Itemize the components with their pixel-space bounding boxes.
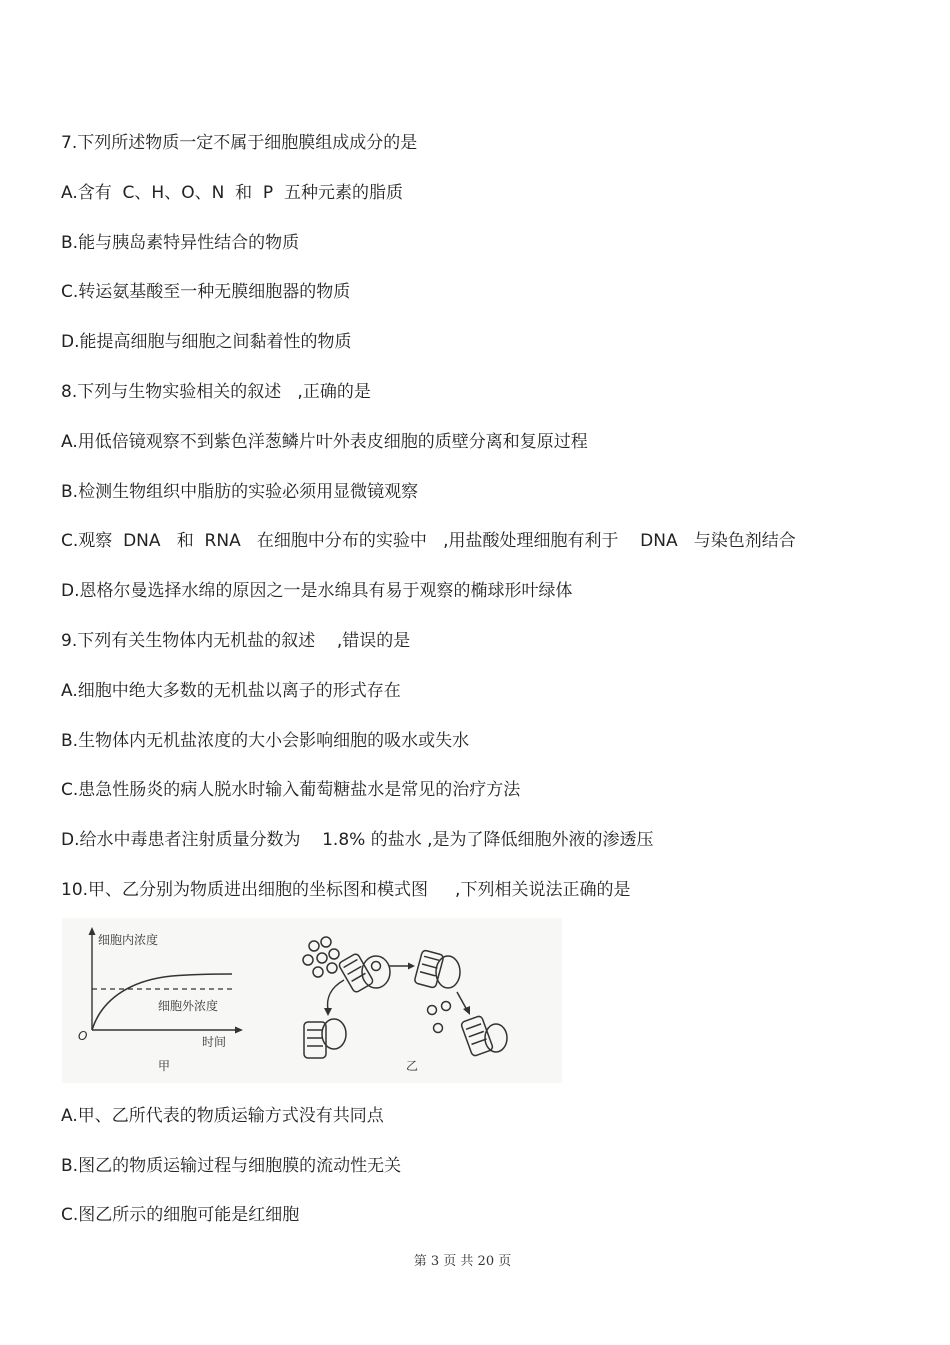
question-8-option-d: D.恩格尔曼选择水绵的原因之一是水绵具有易于观察的椭球形叶绿体 <box>61 581 573 601</box>
question-9-option-d: D.给水中毒患者注射质量分数为 1.8% 的盐水 ,是为了降低细胞外液的渗透压 <box>61 830 654 850</box>
jia-caption: 甲 <box>158 1059 171 1073</box>
question-7-option-c: C.转运氨基酸至一种无膜细胞器的物质 <box>61 282 351 302</box>
jia-curve-label: 细胞外浓度 <box>158 999 219 1013</box>
question-8-option-b: B.检测生物组织中脂肪的实验必须用显微镜观察 <box>61 482 419 502</box>
question-10-figure <box>62 918 562 1083</box>
question-9-option-a: A.细胞中绝大多数的无机盐以离子的形式存在 <box>61 681 401 701</box>
question-9-option-c: C.患急性肠炎的病人脱水时输入葡萄糖盐水是常见的治疗方法 <box>61 780 521 800</box>
question-9-stem: 9.下列有关生物体内无机盐的叙述 ,错误的是 <box>61 631 411 651</box>
question-7-option-b: B.能与胰岛素特异性结合的物质 <box>61 233 300 253</box>
question-10-option-b: B.图乙的物质运输过程与细胞膜的流动性无关 <box>61 1156 402 1176</box>
page-footer: 第 3 页 共 20 页 <box>413 1254 512 1269</box>
figure-svg <box>62 918 562 1083</box>
question-9-option-b: B.生物体内无机盐浓度的大小会影响细胞的吸水或失水 <box>61 731 470 751</box>
question-7-option-d: D.能提高细胞与细胞之间黏着性的物质 <box>61 332 352 352</box>
question-7-stem: 7.下列所述物质一定不属于细胞膜组成成分的是 <box>61 133 418 153</box>
question-8-stem: 8.下列与生物实验相关的叙述 ,正确的是 <box>61 382 371 402</box>
yi-caption: 乙 <box>406 1059 419 1073</box>
jia-x-axis-label: 时间 <box>202 1035 227 1049</box>
question-7-option-a: A.含有 C、H、O、N 和 P 五种元素的脂质 <box>61 183 403 203</box>
question-8-option-c: C.观察 DNA 和 RNA 在细胞中分布的实验中 ,用盐酸处理细胞有利于 DNA 与染色剂结合 <box>61 531 796 551</box>
question-8-option-a: A.用低倍镜观察不到紫色洋葱鳞片叶外表皮细胞的质壁分离和复原过程 <box>61 432 588 452</box>
jia-y-axis-label: 细胞内浓度 <box>98 933 159 947</box>
question-10-option-a: A.甲、乙所代表的物质运输方式没有共同点 <box>61 1106 384 1126</box>
question-10-option-c: C.图乙所示的细胞可能是红细胞 <box>61 1205 300 1225</box>
jia-origin-label: O <box>78 1029 88 1043</box>
question-10-stem: 10.甲、乙分别为物质进出细胞的坐标图和模式图 ,下列相关说法正确的是 <box>61 880 631 900</box>
